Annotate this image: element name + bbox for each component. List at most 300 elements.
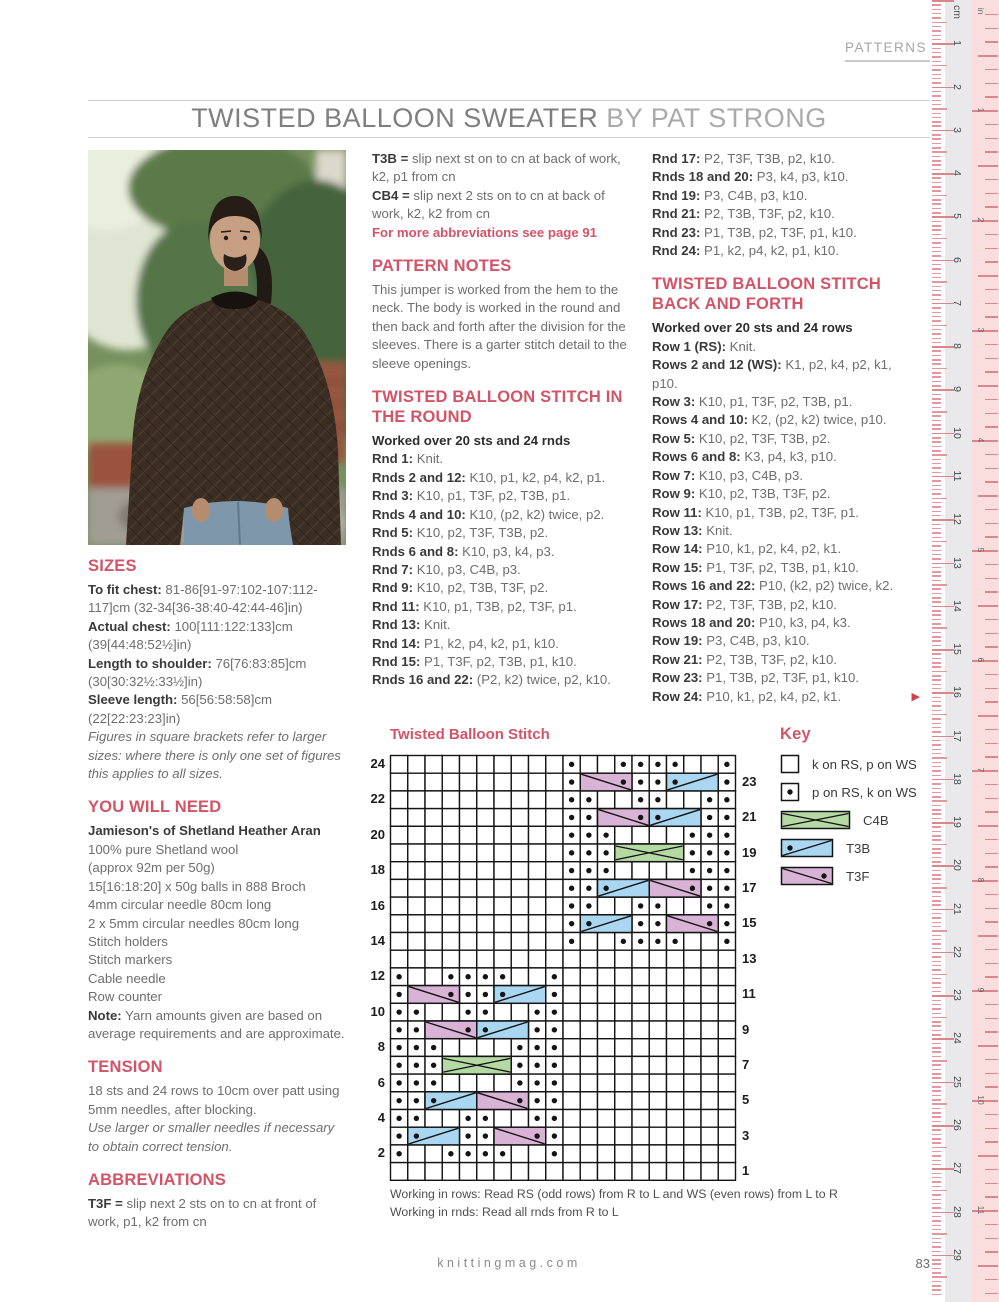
ruler-tick-cm bbox=[932, 775, 941, 777]
key-label: T3F bbox=[846, 868, 870, 884]
ruler-tick-cm bbox=[932, 524, 941, 526]
yarn-brand: Jamieson's of Shetland Heather Aran bbox=[88, 823, 321, 839]
ruler-tick-cm bbox=[932, 229, 941, 231]
more-abbreviations-link[interactable]: For more abbreviations see page 91 bbox=[372, 224, 598, 240]
ruler-tick-cm bbox=[932, 1056, 941, 1058]
ruler-tick-cm bbox=[932, 394, 941, 396]
ruler-tick-inch bbox=[985, 853, 998, 855]
ruler-tick-cm bbox=[932, 978, 941, 980]
ruler-tick-cm bbox=[932, 671, 947, 673]
key-label: p on RS, k on WS bbox=[812, 784, 917, 800]
ruler-tick-cm bbox=[932, 489, 941, 491]
ruler-tick-cm bbox=[932, 242, 941, 244]
ruler-tick-cm bbox=[932, 1047, 941, 1049]
instruction-line: Row 19: P3, C4B, p3, k10. bbox=[652, 633, 810, 649]
ruler-tick-cm bbox=[932, 221, 941, 223]
instruction-line: Rows 6 and 8: K3, p4, k3, p10. bbox=[652, 449, 837, 465]
key-symbol-T3B bbox=[780, 838, 834, 858]
ruler-tick-cm bbox=[932, 151, 947, 153]
ruler-tick-cm bbox=[932, 277, 941, 279]
instruction-line: Row 24: P10, k1, p2, k4, p2, k1. ▶ bbox=[652, 688, 920, 704]
stitch-flat-subtitle: Worked over 20 sts and 24 rows bbox=[652, 320, 853, 336]
ruler-tick-cm bbox=[932, 182, 941, 184]
ruler-tick-cm bbox=[932, 675, 941, 677]
ruler-tick-inch bbox=[985, 344, 998, 346]
ruler-tick-cm bbox=[932, 818, 941, 820]
chart-footnotes bbox=[390, 1186, 838, 1221]
round-instructions-continued bbox=[652, 150, 920, 260]
ruler-number: 2 bbox=[951, 83, 963, 90]
ruler-tick-inch bbox=[985, 619, 998, 621]
ruler-tick-cm bbox=[932, 17, 941, 19]
instruction-line: Rnd 14: P1, k2, p4, k2, p1, k10. bbox=[372, 635, 559, 651]
instruction-line: Rnd 5: K10, p2, T3F, T3B, p2. bbox=[372, 525, 549, 541]
ruler-tick-cm bbox=[932, 56, 941, 58]
ruler-tick-cm bbox=[932, 251, 941, 253]
sizes-note: Figures in square brackets refer to larger sizes: where there is only one set of figures this applies to all sizes. bbox=[88, 729, 341, 782]
ruler-tick-inch bbox=[978, 275, 998, 277]
instruction-line: Row 7: K10, p3, C4B, p3. bbox=[652, 467, 804, 483]
key-label: k on RS, p on WS bbox=[812, 756, 917, 772]
ruler-tick-cm bbox=[932, 1108, 941, 1110]
ruler-tick-cm bbox=[932, 52, 941, 54]
ruler-tick-cm bbox=[932, 541, 947, 543]
ruler-tick-cm bbox=[932, 861, 941, 863]
list-item: 100% pure Shetland wool bbox=[88, 841, 239, 857]
instruction-line: Rnds 6 and 8: K10, p3, k4, p3. bbox=[372, 543, 555, 559]
ruler-tick-cm bbox=[932, 65, 947, 67]
ruler-tick-cm bbox=[932, 95, 941, 97]
ruler-tick-cm bbox=[932, 753, 941, 755]
ruler-tick-inch bbox=[985, 811, 998, 813]
ruler-tick-cm bbox=[932, 69, 941, 71]
ruler-tick-cm bbox=[932, 991, 941, 993]
ruler-tick-inch bbox=[985, 1183, 998, 1185]
ruler-tick-cm bbox=[932, 770, 941, 772]
instruction-line: Rows 2 and 12 (WS): K1, p2, k4, p2, k1, p10. bbox=[652, 357, 892, 391]
ruler-tick-cm bbox=[932, 528, 941, 530]
ruler-tick-inch bbox=[985, 481, 998, 483]
key-item-dot bbox=[780, 782, 917, 802]
ruler-tick-cm bbox=[932, 26, 941, 28]
ruler-tick-cm bbox=[932, 757, 947, 759]
ruler-number: 8 bbox=[976, 877, 986, 883]
ruler-tick-inch bbox=[985, 674, 998, 676]
instruction-line: Rows 16 and 22: P10, (k2, p2) twice, k2. bbox=[652, 578, 894, 594]
ruler-tick-cm bbox=[932, 593, 941, 595]
ruler-tick-cm bbox=[932, 1225, 941, 1227]
ruler-number: 3 bbox=[951, 126, 963, 133]
ruler-tick-inch bbox=[985, 976, 998, 978]
middle-column bbox=[372, 150, 635, 690]
ruler-tick-inch bbox=[985, 756, 998, 758]
ruler-tick-cm bbox=[932, 749, 941, 751]
ruler-tick-cm bbox=[932, 363, 941, 365]
ruler-tick-cm bbox=[932, 1207, 941, 1209]
instruction-line: Rnd 7: K10, p3, C4B, p3. bbox=[372, 561, 521, 577]
ruler-tick-cm bbox=[932, 619, 941, 621]
key-symbol-blank bbox=[780, 754, 800, 774]
ruler-tick-inch bbox=[985, 1169, 998, 1171]
ruler-tick-cm bbox=[932, 1051, 941, 1053]
instruction-line: Rnds 16 and 22: (P2, k2) twice, p2, k10. bbox=[372, 672, 611, 688]
ruler-tick-cm bbox=[932, 1008, 941, 1010]
ruler-tick-inch bbox=[985, 413, 998, 415]
ruler-tick-cm bbox=[932, 1030, 941, 1032]
ruler-tick-cm bbox=[932, 826, 941, 828]
ruler-tick-cm bbox=[932, 333, 941, 335]
ruler-tick-cm bbox=[932, 195, 947, 197]
ruler-tick-cm bbox=[932, 342, 941, 344]
ruler-tick-inch bbox=[985, 28, 998, 30]
ruler-tick-cm bbox=[932, 502, 941, 504]
ruler-tick-cm bbox=[932, 48, 941, 50]
key-items bbox=[780, 754, 917, 886]
ruler-tick-cm bbox=[932, 485, 941, 487]
ruler-tick-cm bbox=[932, 376, 941, 378]
ruler-tick-cm bbox=[932, 424, 941, 426]
ruler-tick-cm bbox=[932, 922, 941, 924]
chart-row-number: 8 bbox=[377, 1039, 385, 1055]
ruler-tick-cm bbox=[932, 930, 947, 932]
ruler-number: 12 bbox=[951, 513, 963, 526]
ruler-tick-cm bbox=[932, 1077, 941, 1079]
ruler-tick-cm bbox=[932, 372, 941, 374]
ruler-tick-inch bbox=[985, 963, 998, 965]
ruler-tick-cm bbox=[932, 904, 941, 906]
stitch-chart bbox=[370, 754, 757, 1180]
ruler-tick-cm bbox=[932, 610, 941, 612]
ruler-tick-inch bbox=[985, 729, 998, 731]
chart-footnote-line: Working in rnds: Read all rnds from R to L bbox=[390, 1204, 619, 1219]
ruler-tick-cm bbox=[932, 1242, 941, 1244]
ruler-tick-cm bbox=[932, 1177, 941, 1179]
ruler-tick-inch bbox=[985, 1238, 998, 1240]
ruler-tick-cm bbox=[932, 537, 941, 539]
ruler-tick-cm bbox=[932, 294, 941, 296]
ruler-number: 5 bbox=[951, 213, 963, 220]
chart-row-number: 5 bbox=[742, 1092, 750, 1108]
ruler-tick-cm bbox=[932, 597, 941, 599]
ruler-tick-inch bbox=[985, 1293, 998, 1295]
instruction-line: To fit chest: 81-86[91-97:102-107:112-117]cm (32-34[36-38:40-42:44-46]in) bbox=[88, 582, 318, 616]
ruler-tick-cm bbox=[932, 1095, 941, 1097]
ruler-tick-cm bbox=[932, 900, 941, 902]
ruler-tick-cm bbox=[932, 1251, 941, 1253]
ruler-number: 11 bbox=[976, 1205, 986, 1215]
ruler-tick-cm bbox=[932, 550, 941, 552]
ruler-tick-inch bbox=[985, 564, 998, 566]
ruler-tick-cm bbox=[932, 684, 941, 686]
ruler-tick-cm bbox=[932, 1017, 947, 1019]
ruler-tick-cm bbox=[932, 164, 941, 166]
ruler-tick-cm bbox=[932, 891, 941, 893]
ruler-tick-cm bbox=[932, 463, 941, 465]
instruction-line: Row 23: P1, T3B, p2, T3F, p1, k10. bbox=[652, 670, 859, 686]
ruler-tick-cm bbox=[932, 1121, 941, 1123]
ruler-tick-cm bbox=[932, 852, 941, 854]
ruler-tick-cm bbox=[932, 935, 941, 937]
ruler-tick-cm bbox=[932, 1272, 941, 1274]
ruler-tick-cm bbox=[932, 0, 954, 2]
ruler-tick-cm bbox=[932, 104, 941, 106]
ruler-tick-inch bbox=[985, 83, 998, 85]
ruler-tick-cm bbox=[932, 1164, 941, 1166]
ruler-tick-cm bbox=[932, 961, 941, 963]
chart-row-number: 15 bbox=[742, 915, 757, 931]
key-symbol-C4B bbox=[780, 810, 851, 830]
instruction-line: Rnds 2 and 12: K10, p1, k2, p4, k2, p1. bbox=[372, 469, 606, 485]
ruler-tick-cm bbox=[932, 268, 941, 270]
instruction-line: Rnd 24: P1, k2, p4, k2, p1, k10. bbox=[652, 243, 839, 259]
instruction-line: Row 5: K10, p2, T3F, T3B, p2. bbox=[652, 430, 831, 446]
ruler-tick-cm bbox=[932, 480, 941, 482]
ruler-tick-cm bbox=[932, 1043, 941, 1045]
ruler-tick-cm bbox=[932, 883, 941, 885]
stitch-round-subtitle: Worked over 20 sts and 24 rnds bbox=[372, 433, 571, 449]
ruler-tick-cm bbox=[932, 809, 941, 811]
ruler-tick-cm bbox=[932, 338, 941, 340]
chart-row-number: 11 bbox=[742, 986, 756, 1002]
ruler-tick-cm bbox=[932, 766, 941, 768]
ruler-tick-cm bbox=[932, 325, 947, 327]
ruler-number: 29 bbox=[951, 1248, 963, 1261]
ruler-number: 11 bbox=[951, 470, 963, 482]
sizes-heading: SIZES bbox=[88, 557, 137, 575]
ruler-number: 9 bbox=[976, 987, 986, 993]
chart-row-number: 18 bbox=[370, 862, 385, 878]
ruler-tick-inch bbox=[985, 1128, 998, 1130]
ruler-tick-cm bbox=[932, 121, 941, 123]
ruler-tick-cm bbox=[932, 1134, 941, 1136]
ruler-tick-inch bbox=[978, 1045, 998, 1047]
ruler-tick-cm bbox=[932, 290, 941, 292]
ruler-tick-cm bbox=[932, 1112, 941, 1114]
ruler-tick-cm bbox=[932, 74, 941, 76]
instruction-line: Rnd 21: P2, T3B, T3F, p2, k10. bbox=[652, 206, 835, 222]
ruler-tick-cm bbox=[932, 30, 941, 32]
ruler-tick-inch bbox=[978, 495, 998, 497]
ruler-tick-cm bbox=[932, 943, 941, 945]
chart-row-number: 1 bbox=[742, 1163, 750, 1179]
ruler-number: cm bbox=[951, 5, 963, 19]
ruler-tick-cm bbox=[932, 974, 947, 976]
ruler-number: 6 bbox=[976, 657, 986, 663]
ruler-tick-inch bbox=[985, 1073, 998, 1075]
ruler-tick-inch bbox=[985, 591, 998, 593]
ruler-tick-cm bbox=[932, 788, 941, 790]
ruler-number: 9 bbox=[951, 386, 963, 393]
ruler-tick-inch bbox=[985, 921, 998, 923]
ruler-tick-cm bbox=[932, 1103, 947, 1105]
ruler-tick-cm bbox=[932, 156, 941, 158]
ruler-tick-cm bbox=[932, 125, 941, 127]
ruler-tick-cm bbox=[932, 467, 941, 469]
ruler-tick-inch bbox=[985, 179, 998, 181]
ruler-tick-inch bbox=[985, 1251, 998, 1253]
key-item-T3F bbox=[780, 866, 917, 886]
ruler-tick-inch bbox=[985, 578, 998, 580]
ruler-tick-cm bbox=[932, 281, 947, 283]
ruler-tick-inch bbox=[985, 798, 998, 800]
pattern-notes-heading: PATTERN NOTES bbox=[372, 257, 512, 276]
ruler-tick-inch bbox=[985, 1086, 998, 1088]
ruler-tick-cm bbox=[932, 575, 941, 577]
ruler-tick-cm bbox=[932, 441, 941, 443]
ruler-tick-cm bbox=[932, 939, 941, 941]
ruler-tick-cm bbox=[932, 688, 941, 690]
ruler-tick-cm bbox=[932, 926, 941, 928]
ruler-tick-cm bbox=[932, 1021, 941, 1023]
ruler-tick-cm bbox=[932, 498, 947, 500]
chart-row-number: 19 bbox=[742, 844, 757, 860]
ruler-tick-cm bbox=[932, 190, 941, 192]
ruler-tick-cm bbox=[932, 567, 941, 569]
ruler-tick-inch bbox=[978, 825, 998, 827]
chart-row-number: 10 bbox=[370, 1003, 385, 1019]
chart-row-number: 6 bbox=[377, 1074, 385, 1090]
ruler-tick-cm bbox=[932, 147, 941, 149]
list-item: Stitch markers bbox=[88, 952, 173, 968]
chart-title: Twisted Balloon Stitch bbox=[390, 726, 550, 743]
ruler-tick-inch bbox=[985, 1114, 998, 1116]
ruler-tick-inch bbox=[985, 1031, 998, 1033]
ruler-tick-inch bbox=[985, 138, 998, 140]
ruler-tick-cm bbox=[932, 1086, 941, 1088]
abbreviations-heading: ABBREVIATIONS bbox=[88, 1170, 226, 1189]
ruler-tick-cm bbox=[932, 177, 941, 179]
ruler-tick-cm bbox=[932, 212, 941, 214]
ruler-tick-cm bbox=[932, 1268, 941, 1270]
ruler-tick-cm bbox=[932, 835, 941, 837]
ruler-tick-inch bbox=[985, 206, 998, 208]
ruler-tick-inch bbox=[985, 894, 998, 896]
ruler-number: 6 bbox=[951, 256, 963, 263]
ruler-tick-inch bbox=[985, 468, 998, 470]
ruler-tick-cm bbox=[932, 117, 941, 119]
ruler-tick-cm bbox=[932, 312, 941, 314]
ruler-tick-inch bbox=[985, 96, 998, 98]
ruler-tick-cm bbox=[932, 1138, 941, 1140]
ruler-tick-cm bbox=[932, 450, 941, 452]
ruler-tick-inch bbox=[985, 866, 998, 868]
page-number: 83 bbox=[915, 1256, 930, 1271]
ruler-number: 19 bbox=[951, 816, 963, 828]
ruler-tick-cm bbox=[932, 428, 941, 430]
ruler-tick-cm bbox=[932, 160, 941, 162]
ruler-tick-cm bbox=[932, 1069, 941, 1071]
instruction-line: Row 9: K10, p2, T3B, T3F, p2. bbox=[652, 486, 831, 502]
ruler-tick-cm bbox=[932, 459, 941, 461]
ruler-tick-cm bbox=[932, 1090, 941, 1092]
instruction-line: Rnd 17: P2, T3F, T3B, p2, k10. bbox=[652, 151, 835, 166]
ruler-tick-inch bbox=[978, 165, 998, 167]
ruler-tick-cm bbox=[932, 255, 941, 257]
ruler-tick-cm bbox=[932, 839, 941, 841]
ruler-tick-cm bbox=[932, 350, 941, 352]
ruler-tick-inch bbox=[985, 14, 998, 16]
list-item: 15[16:18:20] x 50g balls in 888 Broch bbox=[88, 878, 306, 894]
instruction-line: Row 21: P2, T3B, T3F, p2, k10. bbox=[652, 651, 837, 667]
ruler-number: 22 bbox=[951, 946, 963, 958]
ruler-tick-cm bbox=[932, 1289, 941, 1291]
ruler-tick-cm bbox=[932, 199, 941, 201]
chart-row-number: 22 bbox=[370, 791, 385, 807]
ruler-tick-cm bbox=[932, 398, 941, 400]
ruler-tick-cm bbox=[932, 727, 941, 729]
ruler-tick-cm bbox=[932, 1203, 941, 1205]
ruler-tick-cm bbox=[932, 169, 941, 171]
model-photo-illustration bbox=[88, 150, 346, 545]
ruler-tick-cm bbox=[932, 1199, 941, 1201]
ruler-tick-inch bbox=[978, 1265, 998, 1267]
instruction-line: Rnd 23: P1, T3B, p2, T3F, p1, k10. bbox=[652, 224, 857, 240]
stitch-flat-heading: TWISTED BALLOON STITCH BACK AND FORTH bbox=[652, 275, 881, 314]
ruler-tick-cm bbox=[932, 965, 941, 967]
sizes-details bbox=[88, 581, 346, 728]
ruler-tick-inch bbox=[985, 839, 998, 841]
materials-list bbox=[88, 841, 346, 1007]
instruction-line: Row 13: Knit. bbox=[652, 522, 733, 538]
chart-row-number: 14 bbox=[370, 933, 385, 948]
ruler-tick-cm bbox=[932, 1129, 941, 1131]
continued-marker: ▶ bbox=[911, 690, 920, 703]
ruler-number: 1 bbox=[976, 107, 986, 113]
ruler-tick-cm bbox=[932, 355, 941, 357]
ruler-tick-cm bbox=[932, 1025, 941, 1027]
ruler-tick-cm bbox=[932, 1116, 941, 1118]
chart-row-number: 3 bbox=[742, 1127, 750, 1143]
ruler-tick-inch bbox=[985, 949, 998, 951]
chart-row-number: 13 bbox=[742, 950, 757, 966]
ruler-number: 23 bbox=[951, 989, 963, 1002]
ruler-tick-cm bbox=[932, 108, 947, 110]
instruction-line: T3B = slip next st on to cn at back of work, k2, p1 from cn bbox=[372, 151, 621, 185]
ruler-tick-cm bbox=[932, 1099, 941, 1101]
ruler-tick-cm bbox=[932, 1173, 941, 1175]
ruler-tick-cm bbox=[932, 82, 941, 84]
ruler-number: 7 bbox=[976, 767, 986, 773]
ruler-tick-cm bbox=[932, 584, 947, 586]
ruler-tick-inch bbox=[978, 935, 998, 937]
ruler-tick-inch bbox=[985, 646, 998, 648]
ruler-tick-cm bbox=[932, 234, 941, 236]
chart-row-number: 9 bbox=[742, 1021, 750, 1037]
ruler-tick-cm bbox=[932, 632, 941, 634]
ruler-tick-inch bbox=[985, 303, 998, 305]
ruler-tick-inch bbox=[978, 55, 998, 57]
stitch-round-heading: TWISTED BALLOON STITCH IN THE ROUND bbox=[372, 388, 623, 427]
ruler-number: 18 bbox=[951, 773, 963, 785]
ruler-number: 26 bbox=[951, 1119, 963, 1131]
ruler-tick-inch bbox=[985, 1279, 998, 1281]
website-footer: knittingmag.com bbox=[437, 1256, 581, 1270]
ruler-number: 20 bbox=[951, 859, 963, 872]
ruler-tick-cm bbox=[932, 588, 941, 590]
instruction-line: CB4 = slip next 2 sts on to cn at back of work, k2, k2 from cn bbox=[372, 187, 605, 222]
ruler-tick-cm bbox=[932, 723, 941, 725]
ruler-tick-cm bbox=[932, 113, 941, 115]
ruler-tick-cm bbox=[932, 571, 941, 573]
ruler-tick-inch bbox=[985, 124, 998, 126]
ruler-tick-cm bbox=[932, 1013, 941, 1015]
ruler-tick-cm bbox=[932, 1034, 941, 1036]
left-column bbox=[88, 556, 346, 1232]
tension-note: Use larger or smaller needles if necessary to obtain correct tension. bbox=[88, 1120, 335, 1154]
ruler-tick-inch bbox=[985, 701, 998, 703]
title-main: TWISTED BALLOON SWEATER bbox=[191, 103, 599, 133]
ruler-tick-cm bbox=[932, 705, 941, 707]
